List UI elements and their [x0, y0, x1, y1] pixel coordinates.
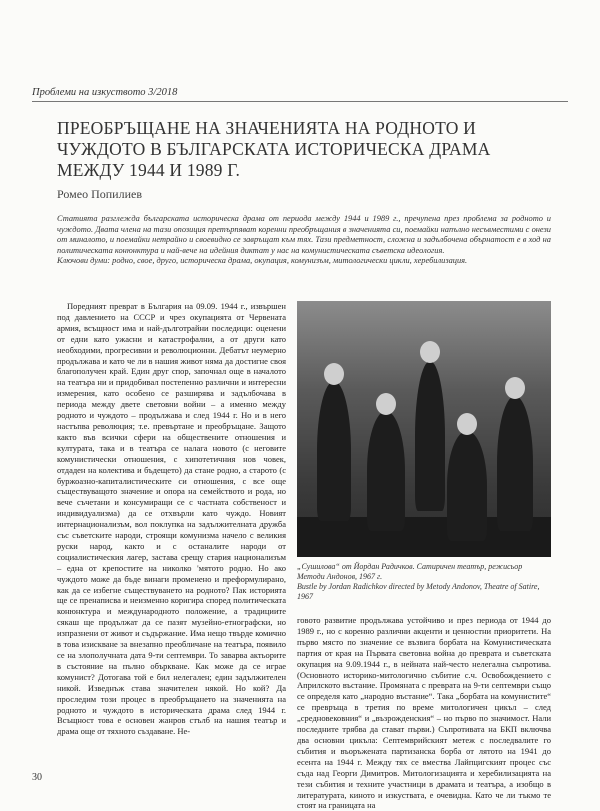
article-title: ПРЕОБРЪЩАНЕ НА ЗНАЧЕНИЯТА НА РОДНОТО И ЧУЖДОТО В БЪЛГАРСКАТА ИСТОРИЧЕСКА ДРАМА МЕЖДУ 1944 И 1989 Г.: [57, 118, 491, 180]
photo-head: [324, 363, 344, 385]
body-text-left: Поредният преврат в България на 09.09. 1944 г., извършен под давлението на СССР и чрез окупацията от Червената армия, всъщност има и най-дълготрайни последици: оценени от едни като ужасни и катастрофални, а от други като необходими, прогресивни и революционни. Дебатът неумерно продължава и като че ли в нашия живот няма да достигне своя благополучен край. Един друг спор, започнал още в началото на театъра ни и придобивал постепенно различни и интересни измерения, като особено се разширява и задълбочава в периода между двете световни войни – а именно между родното и чуждото – продължава и след 1944 г. Но и в него настъпва революция; т.е. превъртане и преобръщане. Защото както във всички сфери на обществените отношения и културата, така и в театъра се налага новото (с неговите комунистически отношения, с хипотетичния нов човек, отдаден на колектива и бъдещето) да стане родно, а старото (с буржоазно-капиталистическите си отношения, с все още съществуващото значение и опора на семейството и рода, но вече съчетани и консумиращи се с частната собственост и индивидуализма) да се отхвърли като чуждо. Новият интернационализъм, вол поклупка на задължителната дружба със съветските народи, строящи комунизма начело с великия руски народ, както и с останалите народи от социалистическия лагер, застава срещу стария национализъм – една от крепостите на николко 'мятото родно. Но ако чуждото може да бъде винаги променено и преформулирано, как да се избегне съществуването на родното? Пак историята ще се пренаписва и неизменно коригира според политическата конюнктура и международното положение, а традициите сякаш ще продължат да се пазят музейно-етнографски, но изпразнени от живот и съдържание. Има нещо твърде комично в това изискване за внезапно преобличане на театъра, появило се на злополучната дата 9-ти септември. То заварва актьорите в състояние на пълно объркване. Как може да се играе комунист? Дотогава той е бил нелегален; един задължителен никой. Изведнъж става значителен някой. Но кой? Да проследим този процес в преобръщането на значенията на родното и чуждото в историческата драма след 1944 г. Всъщност това е основен жанров стълб на нашия театър и драма още от тяхното създаване. Не-: [57, 301, 286, 737]
abstract-text: Статията разглежда българската историческа драма от периода между 1944 и 1989 г., пречупена през проблема за родното и чуждото. Двата члена на тази опозиция претърпяват коренни преобръщания в значенията си, поемайки напълно несъвместими с онези от миналото, и поемайки нетрайно и своевидно се завръщат към тях. Тази предметност, сложна и задълбочена обърнатост е в ход на политическата конюнктура и най-вече на идейния диктат у нас на комунистическата съветска идеология.: [57, 214, 551, 255]
journal-header: Проблеми на изкуството 3/2018: [32, 87, 568, 102]
caption-bg: „Сушилова“ от Йордан Радичков. Сатиричен театър, режисьор Методи Андонов, 1967 г.: [297, 562, 523, 581]
body-column-right: [297, 615, 551, 811]
caption-en: Bustle by Jordan Radichkov directed by Metody Andonov, Theatre of Satire, 1967: [297, 582, 540, 601]
keywords: Ключови думи: родно, свое, друго, историческа драма, окупация, комунизъм, митологически цикли, херебилизация.: [57, 256, 468, 266]
photo-head: [376, 393, 396, 415]
abstract: [57, 214, 551, 267]
photo-figure: [497, 396, 533, 531]
photo-figure: [317, 381, 351, 521]
photo-head: [457, 413, 477, 435]
photo-figure: [367, 411, 405, 531]
page-number: 30: [32, 772, 42, 783]
body-column-left: [57, 301, 286, 766]
theatre-photo: [297, 301, 551, 557]
photo-head: [420, 341, 440, 363]
photo-figure: [447, 431, 487, 541]
body-text-right: говото развитие продължава устойчиво и през периода от 1944 до 1989 г., но с коренно различни акценти и ценностни приоритети. На първо място по значение се възвига борбата на Комунистическата партия от края на Първата световна война до преврата и съветската окупация на 9.09.1944 г., в нейната най-често нелегална съпротива. (Основното историко-митологично събитие с.ч. Освобождението с Априлското въстание. Промяната с преврата на 9-ти септември също се определя като „народно въстание“. Така „борбата на комунистите“ се превръща в третия по време митологичен цикъл – след „средновековния“ и „възрожденския“ – но първо по значимост. Нали последните трябва да стават първи.) Съпротивата на БКП включва два основни цикъла: Септемврийският метеж с последвалите го събития и въоръжената партизанска борба от лятото на 1941 до есента на 1944 г. Между тях се вмества Лайпцигският процес със съда над Георги Димитров. Митологизацията и херебилизацията на тези събития и техните участници в драмата и театъра, а изобщо в литературата, киното и изкуствата, е очевидна. Като че ли тъкмо те стоят на границата на: [297, 615, 551, 811]
photo-head: [505, 377, 525, 399]
figure-caption: [297, 562, 551, 602]
photo-figure: [415, 361, 445, 511]
author-name: Ромео Попилиев: [57, 187, 142, 201]
